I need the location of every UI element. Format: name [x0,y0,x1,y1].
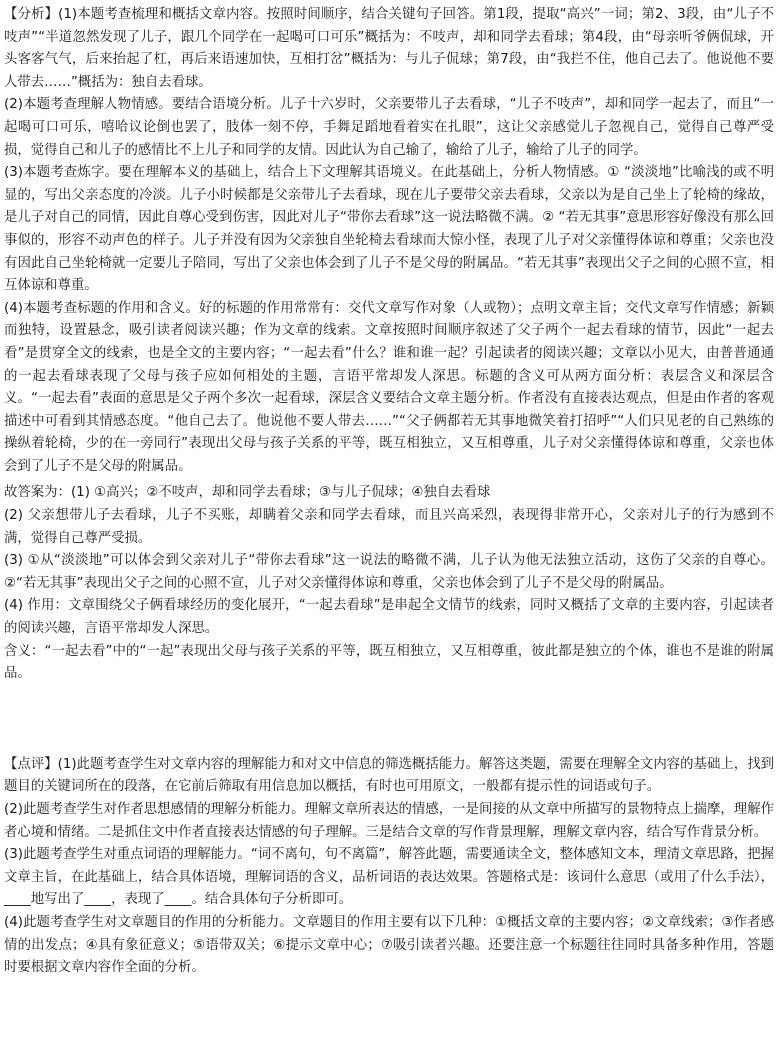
answer-paragraph-1: 故答案为：(1) ①高兴；②不吱声，却和同学去看球；③与儿子侃球；④独自去看球 [4,485,491,501]
analysis-paragraph-2: (2)本题考查理解人物情感。要结合语境分析。儿子十六岁时，父亲要带儿子去看球，“儿子不吱声”，却和同学一起去了，而且“一起喝可口可乐，嘻哈议论倒也罢了，肢体一刻不停，手舞足蹈地看着实在扎眼”，这让父亲感觉儿子忽视自己，觉得自己尊严受损，觉得自己和儿子的感情比不上儿子和同学的友情。因此认为自己输了，输给了儿子，输给了儿子的同学。 [4,97,774,158]
review-paragraph-1: 【点评】(1)此题考查学生对文章内容的理解能力和对文中信息的筛选概括能力。解答这类题，需要在理解全文内容的基础上，找到题目的关键词所在的段落，在它前后筛取有用信息加以概括，有时也可用原文，一般都有提示性的词语或句子。 [4,756,774,795]
review-paragraph-2: (2)此题考查学生对作者思想感情的理解分析能力。理解文章所表达的情感，一是间接的从文章中所描写的景物特点上揣摩，理解作者心境和情绪。二是抓住文中作者直接表达情感的句子理解。三是结合文章的写作背景理解，理解文章内容，结合写作背景分析。 [4,802,774,840]
answer-paragraph-3: (3) ①从“淡淡地”可以体会到父亲对儿子“带你去看球”这一说法的略微不满，儿子认为他无法独立活动，这伤了父亲的自尊心。②“若无其事”表现出父子之间的心照不宣，儿子对父亲懂得体谅和尊重，父亲也体会到了儿子不是父母的附属品。 [4,553,774,591]
review-paragraph-3: (3)此题考查学生对重点词语的理解能力。“词不离句，句不离篇”，解答此题，需要通读全文，整体感知文本，理清文章思路，把握文章主旨，在此基础上，结合具体语境，理解词语的含义，品析词语的表达效果。答题格式是：该词什么意思（或用了什么手法），____地写出了____，表现了____。结合具体句子分析即可。 [4,847,774,908]
review-paragraph-4: (4)此题考查学生对文章题目的作用的分析能力。文章题目的作用主要有以下几种：①概括文章的主要内容；②文章线索；③作者感情的出发点；④具有象征意义；⑤语带双关；⑥提示文章中心；⑦吸引读者兴趣。还要注意一个标题往往同时具备多种作用，答题时要根据文章内容作全面的分析。 [4,914,774,976]
analysis-paragraph-3: (3)本题考查炼字。要在理解本义的基础上，结合上下文理解其语境义。在此基础上，分析人物情感。① “淡淡地”比喻浅的或不明显的，写出父亲态度的冷淡。儿子小时候都是父亲带儿子去看球，现在儿子要带父亲去看球，父亲以为是自己坐上了轮椅的缘故，是儿子对自己的同情，因此自尊心受到伤害，因此对儿子“带你去看球”这一说法略微不满。② “若无其事”意思形容好像没有那么回事似的，形容不动声色的样子。儿子并没有因为父亲独自坐轮椅去看球而大惊小怪，表现了儿子对父亲懂得体谅和尊重；父亲也没有因此自己坐轮椅就一定要儿子陪同，写出了父亲也体会到了儿子不是父母的附属品。“若无其事”表现出父子之间的心照不宣，相互体谅和尊重。 [4,165,774,294]
answer-section [4,482,774,685]
analysis-paragraph-4: (4)本题考查标题的作用和含义。好的标题的作用常常有：交代文章写作对象（人或物）；点明文章主旨；交代文章写作情感；新颖而独特，设置悬念，吸引读者阅读兴趣；作为文章的线索。文章按照时间顺序叙述了父子两个一起去看球的情节，因此“一起去看”是贯穿全文的线索，也是全文的主要内容；“一起去看”什么？谁和谁一起？引起读者的阅读兴趣；文章以小见大，由普普通通的一起去看球表现了父母与孩子应如何相处的主题，言语平常却发人深思。标题的含义可从两方面分析：表层含义和深层含义。“一起去看”表面的意思是父子两个多次一起看球，深层含义要结合文章主题分析。作者没有直接表达观点，但是由作者的客观描述中可看到其情感态度。“他自己去了。他说他不要人带去……”“父子俩都若无其事地微笑着打招呼”“人们只见老的自己熟练的操纵着轮椅，少的在一旁同行”表现出父母与孩子关系的平等，既互相独立，又互相尊重，儿子对父亲懂得体谅和尊重，父亲也体会到了儿子不是父母的附属品。 [4,300,774,474]
review-section [4,754,774,980]
answer-paragraph-2: (2) 父亲想带儿子去看球，儿子不买账，却瞒着父亲和同学去看球，而且兴高采烈，表现得非常开心，父亲对儿子的行为感到不满，觉得自己尊严受损。 [4,508,774,546]
analysis-paragraph-1: 【分析】(1)本题考查梳理和概括文章内容。按照时间顺序，结合关键句子回答。第1段，提取“高兴”一词；第2、3段，由“儿子不吱声”“半道忽然发现了儿子，跟几个同学在一起喝可口可乐”概括为：不吱声，却和同学去看球；第4段，由“母亲听爷俩侃球，开头客客气气，后来抬起了杠，再后来语速加快，互相打岔”概括为：与儿子侃球；第7段，由“我拦不住，他自己去了。他说他不要人带去……”概括为：独自去看球。 [4,7,774,90]
answer-paragraph-5: 含义：“一起去看”中的“一起”表现出父母与孩子关系的平等，既互相独立，又互相尊重，彼此都是独立的个体，谁也不是谁的附属品。 [4,643,774,682]
answer-paragraph-4: (4) 作用：文章围绕父子俩看球经历的变化展开，“一起去看球”是串起全文情节的线索，同时又概括了文章的主要内容，引起读者的阅读兴趣，言语平常却发人深思。 [4,598,774,637]
analysis-section [4,4,774,478]
